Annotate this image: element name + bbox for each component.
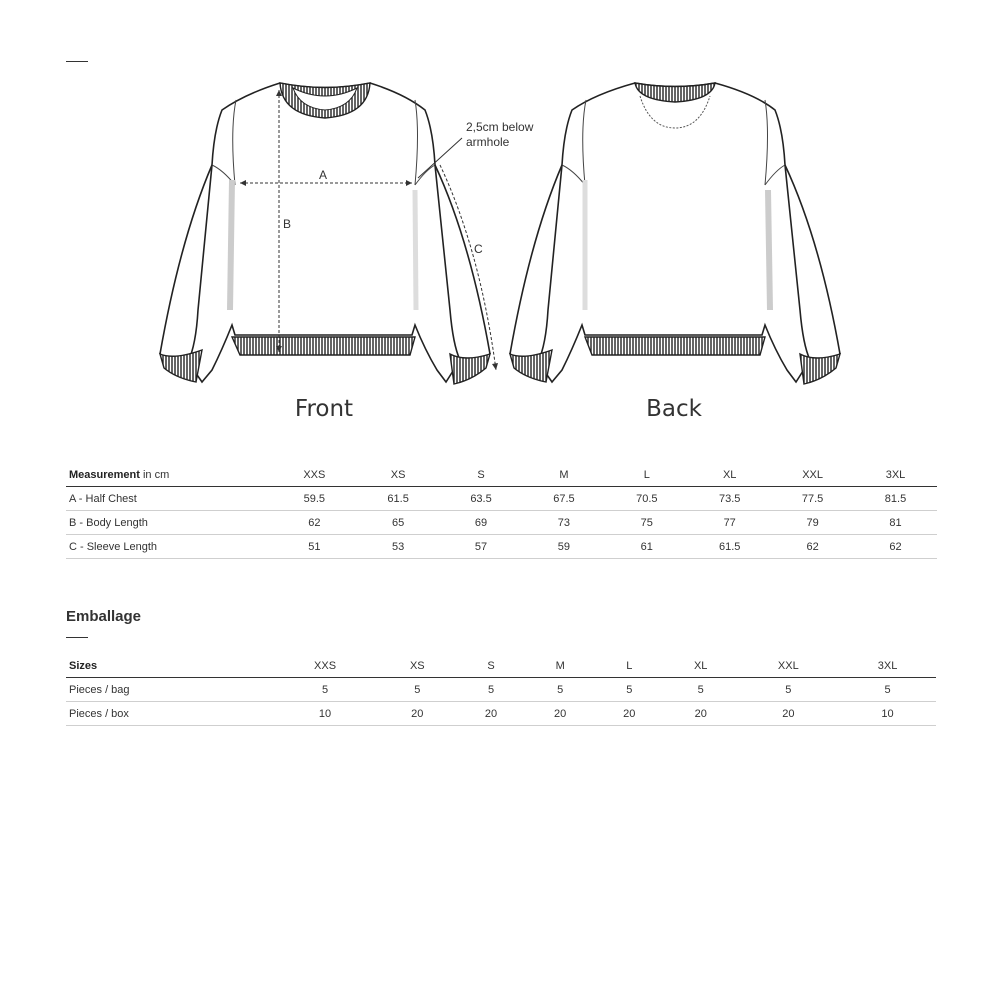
table-cell: 20 bbox=[526, 702, 595, 726]
table-cell: 53 bbox=[357, 535, 440, 559]
table-cell: 79 bbox=[771, 511, 854, 535]
table-cell: 5 bbox=[526, 678, 595, 702]
size-header: XXS bbox=[272, 654, 378, 678]
table-cell: 59.5 bbox=[272, 487, 357, 511]
size-header: XXS bbox=[272, 463, 357, 487]
table-cell: 77.5 bbox=[771, 487, 854, 511]
table-cell: 57 bbox=[440, 535, 523, 559]
table-row bbox=[66, 487, 937, 511]
table-cell: 20 bbox=[595, 702, 664, 726]
table-cell: 81 bbox=[854, 511, 937, 535]
sizes-header: Sizes bbox=[66, 654, 272, 678]
row-label: Pieces / bag bbox=[66, 678, 272, 702]
measure-c-label: C bbox=[474, 242, 483, 256]
armhole-annotation-line2: armhole bbox=[466, 135, 510, 149]
front-view-label: Front bbox=[294, 396, 354, 422]
table-cell: 81.5 bbox=[854, 487, 937, 511]
packaging-title: Emballage bbox=[66, 608, 142, 625]
measurement-table bbox=[66, 463, 937, 559]
table-cell: 62 bbox=[272, 511, 357, 535]
row-label: Pieces / box bbox=[66, 702, 272, 726]
table-cell: 73 bbox=[522, 511, 605, 535]
table-cell: 73.5 bbox=[688, 487, 771, 511]
measure-b-label: B bbox=[283, 217, 292, 231]
table-row bbox=[66, 702, 936, 726]
table-cell: 63.5 bbox=[440, 487, 523, 511]
measurement-header-row bbox=[66, 463, 937, 487]
table-cell: 5 bbox=[664, 678, 738, 702]
table-cell: 10 bbox=[272, 702, 378, 726]
table-cell: 5 bbox=[456, 678, 525, 702]
size-header: M bbox=[526, 654, 595, 678]
measurement-header: Measurement in cm bbox=[66, 463, 272, 487]
table-cell: 65 bbox=[357, 511, 440, 535]
table-cell: 67.5 bbox=[522, 487, 605, 511]
packaging-header-row bbox=[66, 654, 936, 678]
table-cell: 70.5 bbox=[605, 487, 688, 511]
table-cell: 5 bbox=[272, 678, 378, 702]
size-header: L bbox=[595, 654, 664, 678]
row-label: B - Body Length bbox=[66, 511, 272, 535]
size-header: XL bbox=[688, 463, 771, 487]
armhole-annotation-line1: 2,5cm below bbox=[466, 120, 534, 134]
size-header: S bbox=[440, 463, 523, 487]
table-cell: 5 bbox=[839, 678, 936, 702]
back-view-label: Back bbox=[646, 396, 702, 422]
table-cell: 75 bbox=[605, 511, 688, 535]
top-divider bbox=[66, 61, 88, 62]
table-cell: 20 bbox=[738, 702, 840, 726]
table-cell: 61 bbox=[605, 535, 688, 559]
table-row bbox=[66, 535, 937, 559]
table-row bbox=[66, 511, 937, 535]
size-header: XXL bbox=[738, 654, 840, 678]
armhole-annotation bbox=[466, 120, 533, 150]
size-header: XXL bbox=[771, 463, 854, 487]
table-cell: 20 bbox=[378, 702, 456, 726]
table-cell: 5 bbox=[595, 678, 664, 702]
size-header: XS bbox=[357, 463, 440, 487]
size-header: M bbox=[522, 463, 605, 487]
table-cell: 77 bbox=[688, 511, 771, 535]
size-header: XS bbox=[378, 654, 456, 678]
table-cell: 62 bbox=[771, 535, 854, 559]
size-header: 3XL bbox=[854, 463, 937, 487]
table-cell: 61.5 bbox=[688, 535, 771, 559]
table-cell: 51 bbox=[272, 535, 357, 559]
table-cell: 5 bbox=[378, 678, 456, 702]
size-header: L bbox=[605, 463, 688, 487]
row-label: C - Sleeve Length bbox=[66, 535, 272, 559]
row-label: A - Half Chest bbox=[66, 487, 272, 511]
size-header: 3XL bbox=[839, 654, 936, 678]
table-cell: 10 bbox=[839, 702, 936, 726]
table-cell: 5 bbox=[738, 678, 840, 702]
packaging-table bbox=[66, 654, 936, 726]
size-header: XL bbox=[664, 654, 738, 678]
table-cell: 69 bbox=[440, 511, 523, 535]
table-cell: 20 bbox=[456, 702, 525, 726]
table-cell: 62 bbox=[854, 535, 937, 559]
table-cell: 61.5 bbox=[357, 487, 440, 511]
table-row bbox=[66, 678, 936, 702]
back-sweatshirt-illustration bbox=[500, 70, 850, 390]
table-cell: 59 bbox=[522, 535, 605, 559]
size-header: S bbox=[456, 654, 525, 678]
packaging-divider bbox=[66, 637, 88, 638]
table-cell: 20 bbox=[664, 702, 738, 726]
measure-a-label: A bbox=[319, 168, 328, 182]
front-sweatshirt-illustration bbox=[150, 70, 500, 390]
